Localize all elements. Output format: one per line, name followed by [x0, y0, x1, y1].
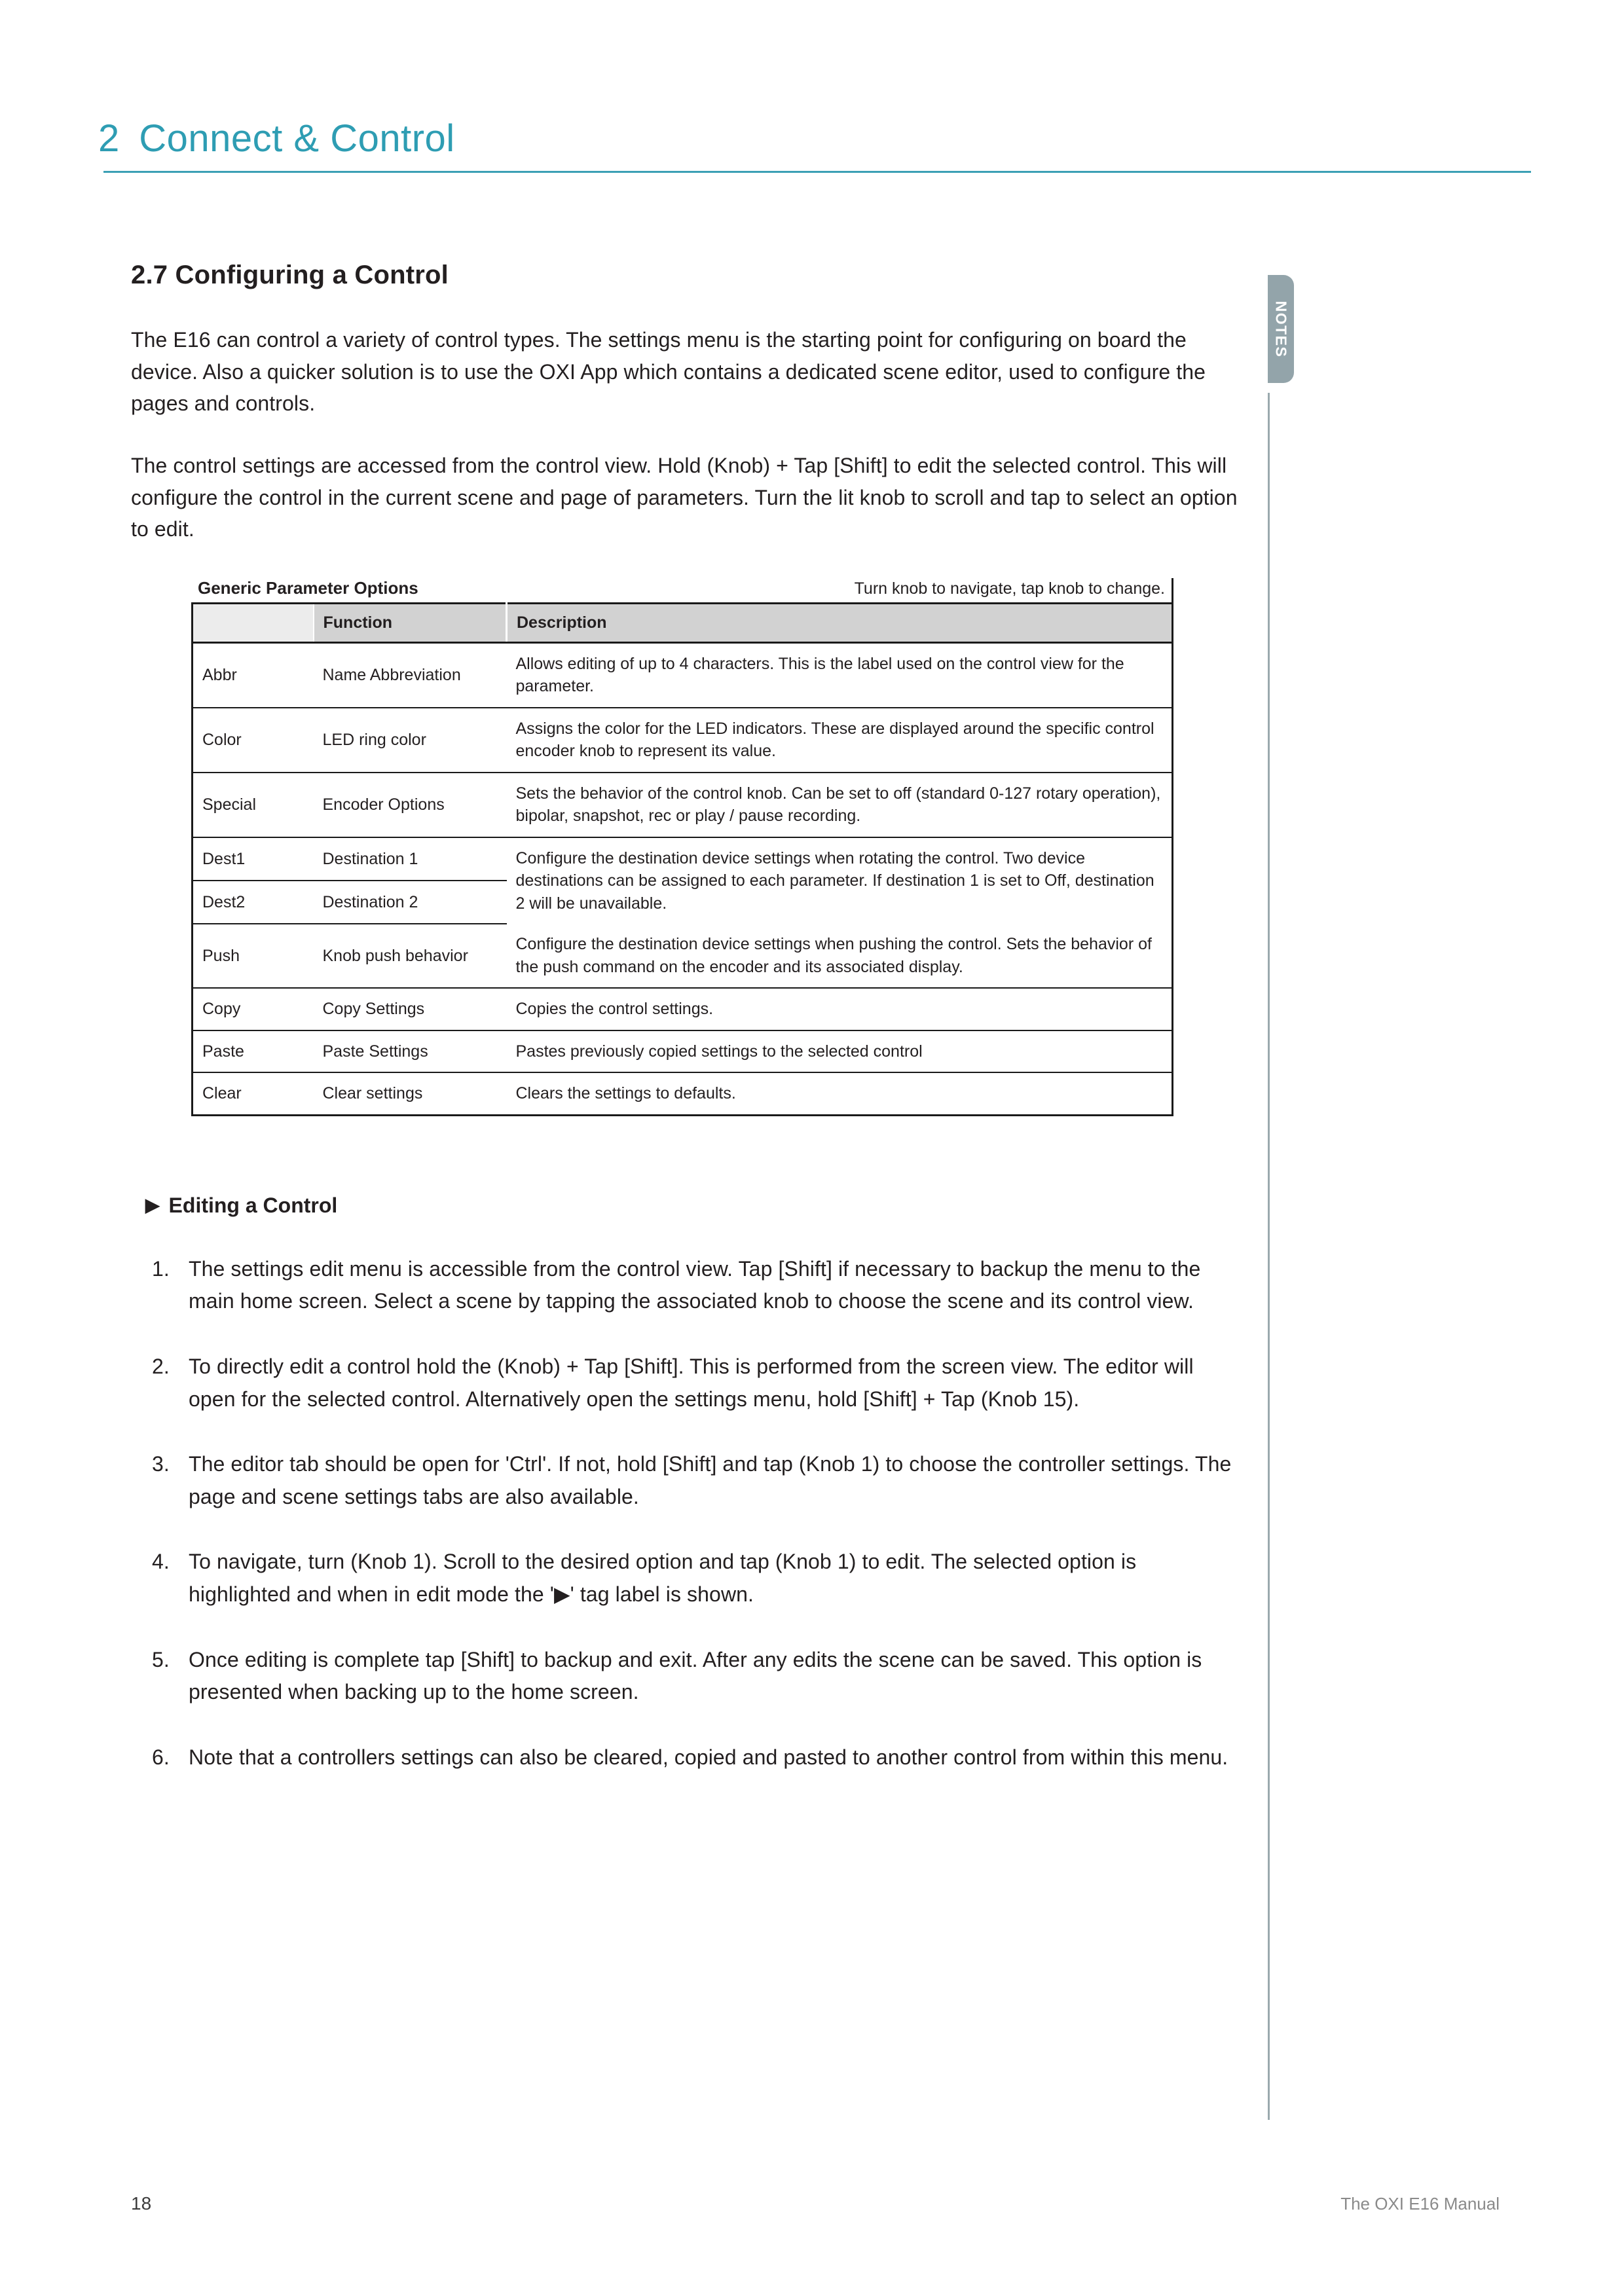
section-heading: 2.7 Configuring a Control [131, 261, 449, 289]
row-function: Copy Settings [314, 988, 507, 1030]
editing-steps-list [131, 1253, 1244, 1774]
row-key: Push [193, 924, 314, 988]
parameter-table-block [191, 578, 1173, 1116]
triangle-right-icon: ▶ [145, 1195, 160, 1216]
row-key: Dest1 [193, 837, 314, 881]
chapter-divider-rule [103, 171, 1531, 173]
table-header-row [193, 603, 1173, 642]
intro-paragraph-1: The E16 can control a variety of control types. The settings menu is the starting point for configuring on board the device. Also a quicker solution is to use the OXI App which contains a dedicated scene editor, used to configure the pages and controls. [131, 328, 1206, 416]
row-function: Destination 2 [314, 881, 507, 924]
table-header-function: Function [314, 603, 507, 642]
list-item: The settings edit menu is accessible from the control view. Tap [Shift] if necessary to backup the menu to the main home screen. Select a scene by tapping the associated knob to choose the scene and its control view. [189, 1256, 1201, 1313]
row-function: Name Abbreviation [314, 642, 507, 708]
row-description: Assigns the color for the LED indicators. These are displayed around the specific control encoder knob to represent its value. [507, 708, 1173, 773]
chapter-title: Connect & Control [139, 117, 455, 160]
generic-parameter-options-table [191, 602, 1173, 1116]
table-row [193, 708, 1173, 773]
table-caption-hint: Turn knob to navigate, tap knob to change. [854, 579, 1165, 598]
row-key: Dest2 [193, 881, 314, 924]
list-item: The editor tab should be open for 'Ctrl'. If not, hold [Shift] and tap (Knob 1) to choose the controller settings. The page and scene settings tabs are also available. [189, 1452, 1232, 1508]
table-caption-row [191, 578, 1173, 602]
notes-side-tab[interactable] [1268, 275, 1294, 383]
table-row [193, 837, 1173, 881]
row-function: Knob push behavior [314, 924, 507, 988]
page-content [131, 261, 1244, 1806]
row-key: Copy [193, 988, 314, 1030]
table-caption-title: Generic Parameter Options [198, 577, 418, 598]
chapter-number: 2 [98, 117, 120, 160]
row-key: Special [193, 773, 314, 837]
row-function: Destination 1 [314, 837, 507, 881]
row-key: Paste [193, 1030, 314, 1073]
subsection-heading-label: Editing a Control [168, 1193, 338, 1217]
row-description: Allows editing of up to 4 characters. This is the label used on the control view for the parameter. [507, 642, 1173, 708]
table-row [193, 773, 1173, 837]
row-description: Configure the destination device settings when rotating the control. Two device destinations can be assigned to each parameter. If destination 1 is set to Off, destination 2 will be unavailable. [515, 848, 1154, 913]
table-header-description: Description [507, 603, 1173, 642]
table-header [193, 603, 1173, 642]
row-description: Clears the settings to defaults. [515, 1084, 736, 1103]
list-item: Note that a controllers settings can also be cleared, copied and pasted to another control from within this menu. [189, 1745, 1228, 1769]
page-footer [131, 2193, 1500, 2214]
chapter-header [98, 117, 1532, 173]
row-description: Pastes previously copied settings to the selected control [507, 1030, 1173, 1073]
table-body [193, 642, 1173, 1115]
subsection-heading [131, 1194, 1244, 1218]
row-function: Clear settings [322, 1084, 423, 1103]
chapter-heading-line [98, 117, 1532, 160]
table-row [193, 1030, 1173, 1073]
row-function: LED ring color [314, 708, 507, 773]
row-key: Abbr [193, 642, 314, 708]
table-row [193, 988, 1173, 1030]
row-description: Copies the control settings. [507, 988, 1173, 1030]
notes-tab-label: NOTES [1272, 301, 1290, 357]
row-description: Sets the behavior of the control knob. Can be set to off (standard 0-127 rotary operation), bipolar, snapshot, rec or play / pause recording. [507, 773, 1173, 837]
table-row [193, 642, 1173, 708]
list-item: Once editing is complete tap [Shift] to backup and exit. After any edits the scene can be saved. This option is presented when backing up to the home screen. [189, 1647, 1202, 1704]
footer-manual-title: The OXI E16 Manual [1340, 2194, 1500, 2214]
intro-paragraph-2: The control settings are accessed from the control view. Hold (Knob) + Tap [Shift] to edit the selected control. This will configure the control in the current scene and page of parameters. Turn the lit knob to scroll and tap to select an option to edit. [131, 453, 1238, 541]
row-description: Configure the destination device settings when pushing the control. Sets the behavior of the push command on the encoder and its associated display. [507, 924, 1173, 988]
table-row [193, 924, 1173, 988]
row-function: Paste Settings [314, 1030, 507, 1073]
list-item: To navigate, turn (Knob 1). Scroll to the desired option and tap (Knob 1) to edit. The selected option is highlighted and when in edit mode the '▶' tag label is shown. [189, 1550, 1137, 1606]
notes-margin-rule [1268, 393, 1270, 2120]
table-header-key [193, 603, 314, 642]
row-key: Clear [202, 1084, 242, 1103]
table-row [193, 1072, 1173, 1115]
footer-page-number: 18 [131, 2193, 152, 2214]
list-item: To directly edit a control hold the (Knob) + Tap [Shift]. This is performed from the screen view. The editor will open for the selected control. Alternatively open the settings menu, hold [Shift] + Tap (Knob 15). [189, 1354, 1194, 1411]
row-function: Encoder Options [314, 773, 507, 837]
row-key: Color [193, 708, 314, 773]
